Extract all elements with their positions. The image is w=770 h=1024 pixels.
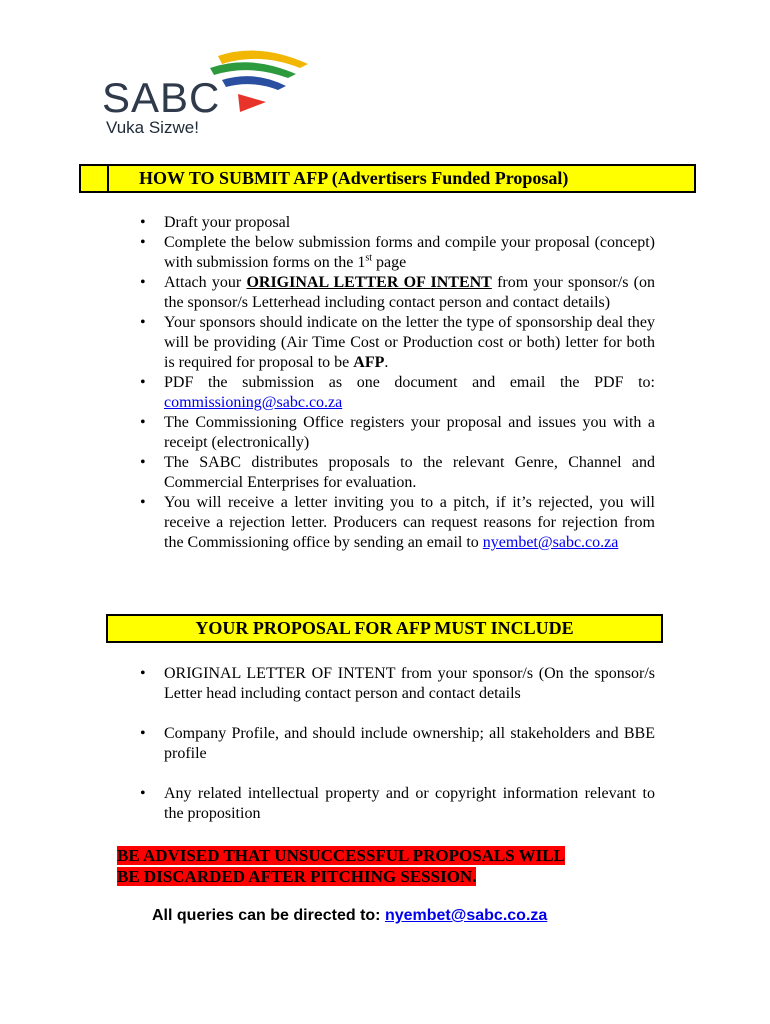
list-item: • Any related intellectual property and or copyright information relevant to the proposition [133, 784, 655, 824]
list-item: • Attach your ORIGINAL LETTER OF INTENT from your sponsor/s (on the sponsor/s Letterhead including contact person and contact details) [133, 273, 655, 313]
list-item: • PDF the submission as one document and email the PDF to: commissioning@sabc.co.za [133, 373, 655, 413]
list-item: • The Commissioning Office registers your proposal and issues you with a receipt (electronically) [133, 413, 655, 453]
list-item: • Company Profile, and should include ownership; all stakeholders and BBE profile [133, 724, 655, 764]
queries-label: All queries can be directed to: [152, 907, 385, 924]
heading-divider [107, 166, 109, 191]
warning-notice [117, 845, 565, 887]
original-letter-emphasis: ORIGINAL LETTER OF INTENT [246, 274, 492, 291]
sabc-logo [100, 42, 320, 142]
list-item: • You will receive a letter inviting you to a pitch, if it’s rejected, you will receive a rejection letter. Producers can request reasons for rejection from the Commissioning office by sending an email to nyembet@sabc.co.za [133, 493, 655, 553]
logo-wordmark: SABC [102, 74, 221, 121]
list-item: • ORIGINAL LETTER OF INTENT from your sponsor/s (On the sponsor/s Letter head including contact person and contact details [133, 664, 655, 704]
section-heading-must-include [106, 614, 663, 643]
nyembet-email-link[interactable]: nyembet@sabc.co.za [482, 534, 619, 551]
list-item: • Draft your proposal [133, 213, 655, 233]
warning-line: BE DISCARDED AFTER PITCHING SESSION. [117, 867, 477, 886]
list-item: • The SABC distributes proposals to the relevant Genre, Channel and Commercial Enterprises for evaluation. [133, 453, 655, 493]
queries-contact [152, 907, 547, 925]
warning-line: BE ADVISED THAT UNSUCCESSFUL PROPOSALS WILL [117, 846, 565, 865]
queries-email-link[interactable]: nyembet@sabc.co.za [384, 907, 548, 924]
commissioning-email-link[interactable]: commissioning@sabc.co.za [164, 394, 343, 411]
requirements-list [133, 664, 655, 844]
section-heading-how-to-submit [79, 164, 696, 193]
list-item: • Your sponsors should indicate on the letter the type of sponsorship deal they will be providing (Air Time Cost or Production cost or both) letter for both is required for proposal to be AFP. [133, 313, 655, 373]
logo-tagline: Vuka Sizwe! [106, 118, 199, 137]
section-heading-text: YOUR PROPOSAL FOR AFP MUST INCLUDE [195, 618, 574, 638]
section-heading-text: HOW TO SUBMIT AFP (Advertisers Funded Proposal) [139, 168, 569, 188]
list-item: • Complete the below submission forms and compile your proposal (concept) with submission forms on the 1st page [133, 233, 655, 273]
submission-steps-list [133, 213, 655, 553]
